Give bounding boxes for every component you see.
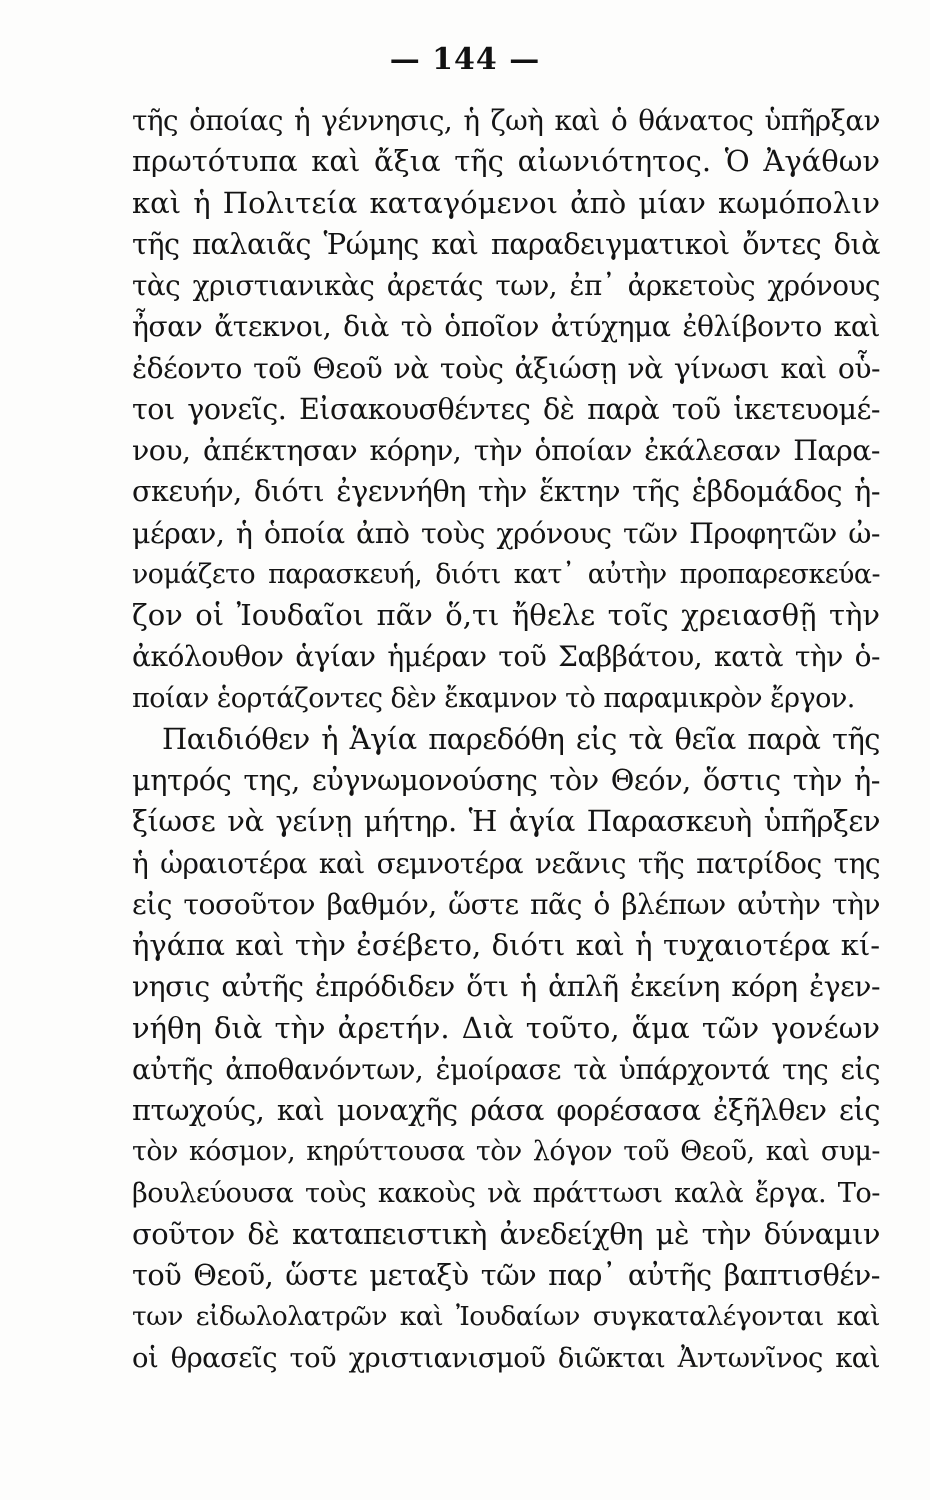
text-line: πρωτότυπα καὶ ἄξια τῆς αἰωνιότητος. Ὁ Ἀγάθων: [132, 144, 880, 179]
text-line: ζον οἱ Ἰουδαῖοι πᾶν ὅ,τι ἤθελε τοῖς χρειασθῇ τὴν: [132, 598, 881, 632]
text-line: ἦσαν ἄτεκνοι, διὰ τὸ ὁποῖον ἀτύχημα ἐθλίβοντο καὶ: [132, 310, 880, 344]
text-line: καὶ ἡ Πολιτεία καταγόμενοι ἀπὸ μίαν κωμόπολιν: [132, 185, 881, 220]
text-line: νομάζετο παρασκευή, διότι κατ᾽ αὐτὴν προπαρεσκεύα-: [132, 558, 880, 590]
text-line: ἐδέοντο τοῦ Θεοῦ νὰ τοὺς ἀξιώσῃ νὰ γίνωσι καὶ οὗ-: [132, 351, 880, 385]
text-line: ἀκόλουθον ἁγίαν ἡμέραν τοῦ Σαββάτου, κατὰ τὴν ὁ-: [132, 640, 880, 674]
paragraph-start-line: Παιδιόθεν ἡ Ἁγία παρεδόθη εἰς τὰ θεῖα παρὰ τῆς: [162, 721, 880, 756]
page-number: — 144 —: [389, 42, 541, 77]
text-line: τὸν κόσμον, κηρύττουσα τὸν λόγον τοῦ Θεοῦ, καὶ συμ-: [132, 1136, 880, 1168]
text-line: σοῦτον δὲ καταπειστικὴ ἀνεδείχθη μὲ τὴν δύναμιν: [132, 1216, 880, 1251]
text-line: τὰς χριστιανικὰς ἀρετάς των, ἐπ᾽ ἀρκετοὺς χρόνους: [132, 269, 880, 302]
text-line: τῆς ὁποίας ἡ γέννησις, ἡ ζωὴ καὶ ὁ θάνατος ὑπῆρξαν: [132, 104, 880, 137]
text-line: των εἰδωλολατρῶν καὶ Ἰουδαίων συγκαταλέγονται καὶ: [132, 1301, 880, 1333]
text-line: αὐτῆς ἀποθανόντων, ἐμοίρασε τὰ ὑπάρχοντά της εἰς: [132, 1052, 880, 1086]
text-line: νησις αὐτῆς ἐπρόδιδεν ὅτι ἡ ἁπλῆ ἐκείνη κόρη ἐγεν-: [132, 970, 880, 1004]
text-line: βουλεύουσα τοὺς κακοὺς νὰ πράττωσι καλὰ ἔργα. Το-: [132, 1177, 880, 1209]
text-line: νου, ἀπέκτησαν κόρην, τὴν ὁποίαν ἐκάλεσαν Παρα-: [132, 434, 880, 467]
text-line: νήθη διὰ τὴν ἀρετήν. Διὰ τοῦτο, ἅμα τῶν γονέων: [132, 1010, 880, 1045]
text-line: μέραν, ἡ ὁποία ἀπὸ τοὺς χρόνους τῶν Προφητῶν ὠ-: [132, 516, 880, 550]
text-line: τοι γονεῖς. Εἰσακουσθέντες δὲ παρὰ τοῦ ἱκετευομέ-: [132, 392, 880, 426]
paragraph-end-line: ποίαν ἑορτάζοντες δὲν ἔκαμνον τὸ παραμικρὸν ἔργον.: [132, 682, 855, 714]
text-line: εἰς τοσοῦτον βαθμόν, ὥστε πᾶς ὁ βλέπων αὐτὴν τὴν: [132, 887, 880, 921]
text-line: οἱ θρασεῖς τοῦ χριστιανισμοῦ διῶκται Ἀντωνῖνος καὶ: [132, 1342, 880, 1374]
text-line: σκευήν, διότι ἐγεννήθη τὴν ἕκτην τῆς ἑβδομάδος ἡ-: [132, 474, 880, 509]
text-line: τοῦ Θεοῦ, ὥστε μεταξὺ τῶν παρ᾽ αὐτῆς βαπτισθέν-: [132, 1258, 880, 1292]
text-line: πτωχούς, καὶ μοναχῆς ράσα φορέσασα ἐξῆλθεν εἰς: [132, 1093, 880, 1127]
text-line: μητρός της, εὐγνωμονούσης τὸν Θεόν, ὅστις τὴν ἠ-: [132, 763, 880, 797]
text-line: τῆς παλαιᾶς Ῥώμης καὶ παραδειγματικοὶ ὄντες διὰ: [132, 226, 880, 261]
text-line: ξίωσε νὰ γείνῃ μήτηρ. Ἡ ἁγία Παρασκευὴ ὑπῆρξεν: [132, 804, 880, 839]
body-text: [132, 100, 880, 1379]
text-line: ἠγάπα καὶ τὴν ἐσέβετο, διότι καὶ ἡ τυχαιοτέρα κί-: [132, 928, 881, 962]
text-line: ἡ ὡραιοτέρα καὶ σεμνοτέρα νεᾶνις τῆς πατρίδος της: [132, 846, 880, 880]
